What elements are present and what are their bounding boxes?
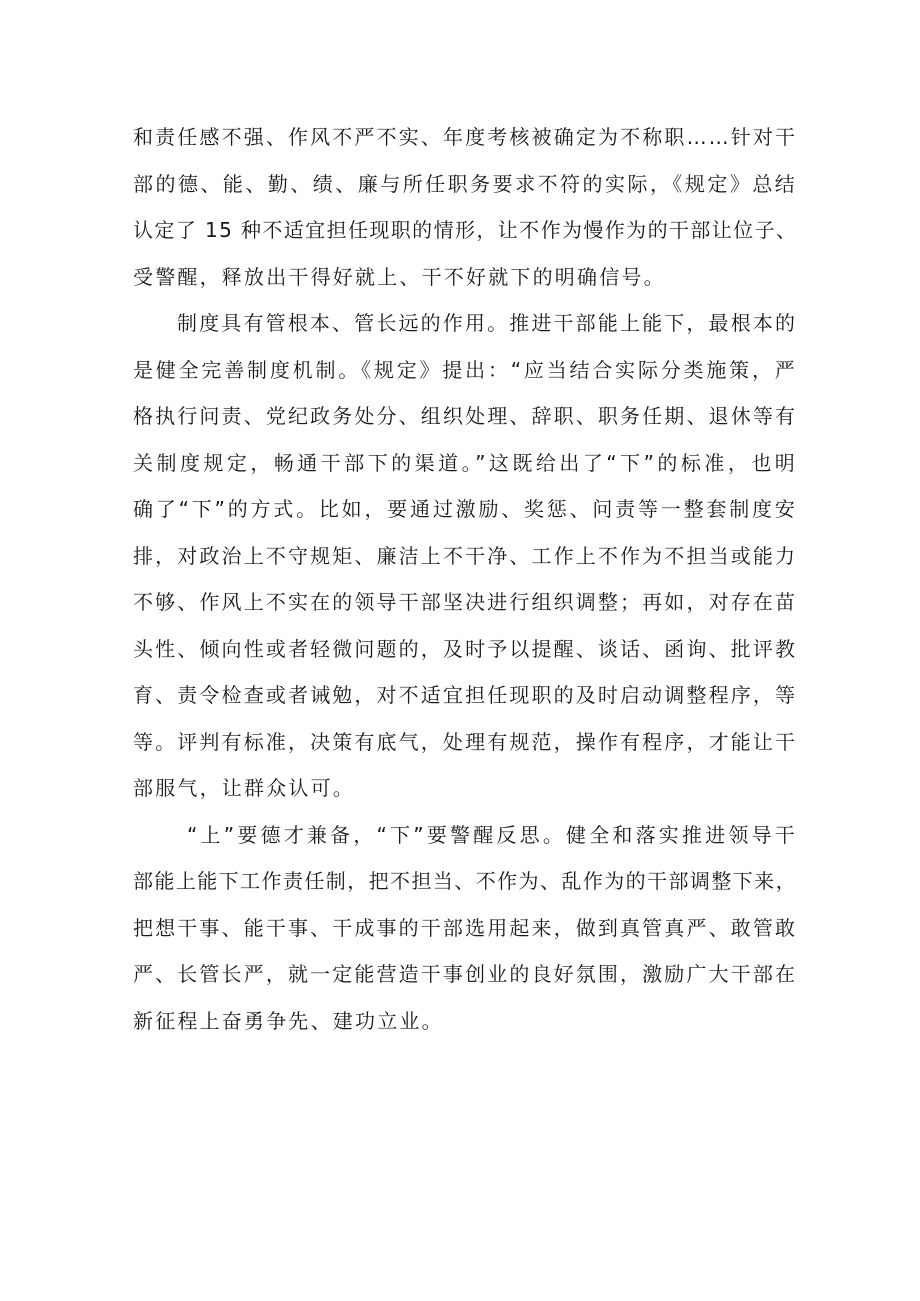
- paragraph-3-line-1: “上”要德才兼备，“下”要警醒反思。健全和落实推进领导干: [187, 822, 797, 847]
- paragraph-3-line-2: 部能上能下工作责任制，把不担当、不作为、乱作为的干部调整下来，: [133, 869, 797, 893]
- paragraph-2-line-11: 部服气，让群众认可。: [133, 776, 355, 800]
- paragraph-2-line-10: 等。评判有标准，决策有底气，处理有规范，操作有程序，才能让干: [133, 729, 797, 754]
- paragraph-1-line-4: 受警醒，释放出干得好就上、干不好就下的明确信号。: [133, 264, 666, 289]
- paragraph-3-line-4: 严、长管长严，就一定能营造干事创业的良好氛围，激励广大干部在: [133, 962, 797, 986]
- paragraph-1-line-3: 认定了 15 种不适宜担任现职的情形，让不作为慢作为的干部让位子、: [133, 218, 798, 242]
- paragraph-2-line-9: 育、责令检查或者诫勉，对不适宜担任现职的及时启动调整程序，等: [133, 683, 797, 707]
- paragraph-2-line-4: 关制度规定，畅通干部下的渠道。”这既给出了“下”的标准，也明: [133, 450, 797, 475]
- paragraph-3-line-5: 新征程上奋勇争先、建功立业。: [133, 1008, 444, 1033]
- paragraph-3-line-3: 把想干事、能干事、干成事的干部选用起来，做到真管真严、敢管敢: [133, 915, 797, 940]
- paragraph-2-line-6: 排，对政治上不守规矩、廉洁上不干净、工作上不作为不担当或能力: [133, 543, 797, 568]
- paragraph-2-line-2: 是健全完善制度机制。《规定》提出：“应当结合实际分类施策，严: [133, 357, 797, 382]
- paragraph-2-line-5: 确了“下”的方式。比如，要通过激励、奖惩、问责等一整套制度安: [133, 497, 797, 521]
- document-body: [133, 114, 797, 1044]
- paragraph-2-line-8: 头性、倾向性或者轻微问题的，及时予以提醒、谈话、函询、批评教: [133, 636, 797, 661]
- paragraph-2-line-1: 制度具有管根本、管长远的作用。推进干部能上能下，最根本的: [177, 311, 797, 335]
- paragraph-1-line-1: 和责任感不强、作风不严不实、年度考核被确定为不称职……针对干: [133, 125, 797, 149]
- paragraph-1-line-2: 部的德、能、勤、绩、廉与所任职务要求不符的实际，《规定》总结: [133, 171, 797, 196]
- paragraph-2-line-7: 不够、作风上不实在的领导干部坚决进行组织调整；再如，对存在苗: [133, 590, 797, 614]
- paragraph-2-line-3: 格执行问责、党纪政务处分、组织处理、辞职、职务任期、退休等有: [133, 404, 797, 428]
